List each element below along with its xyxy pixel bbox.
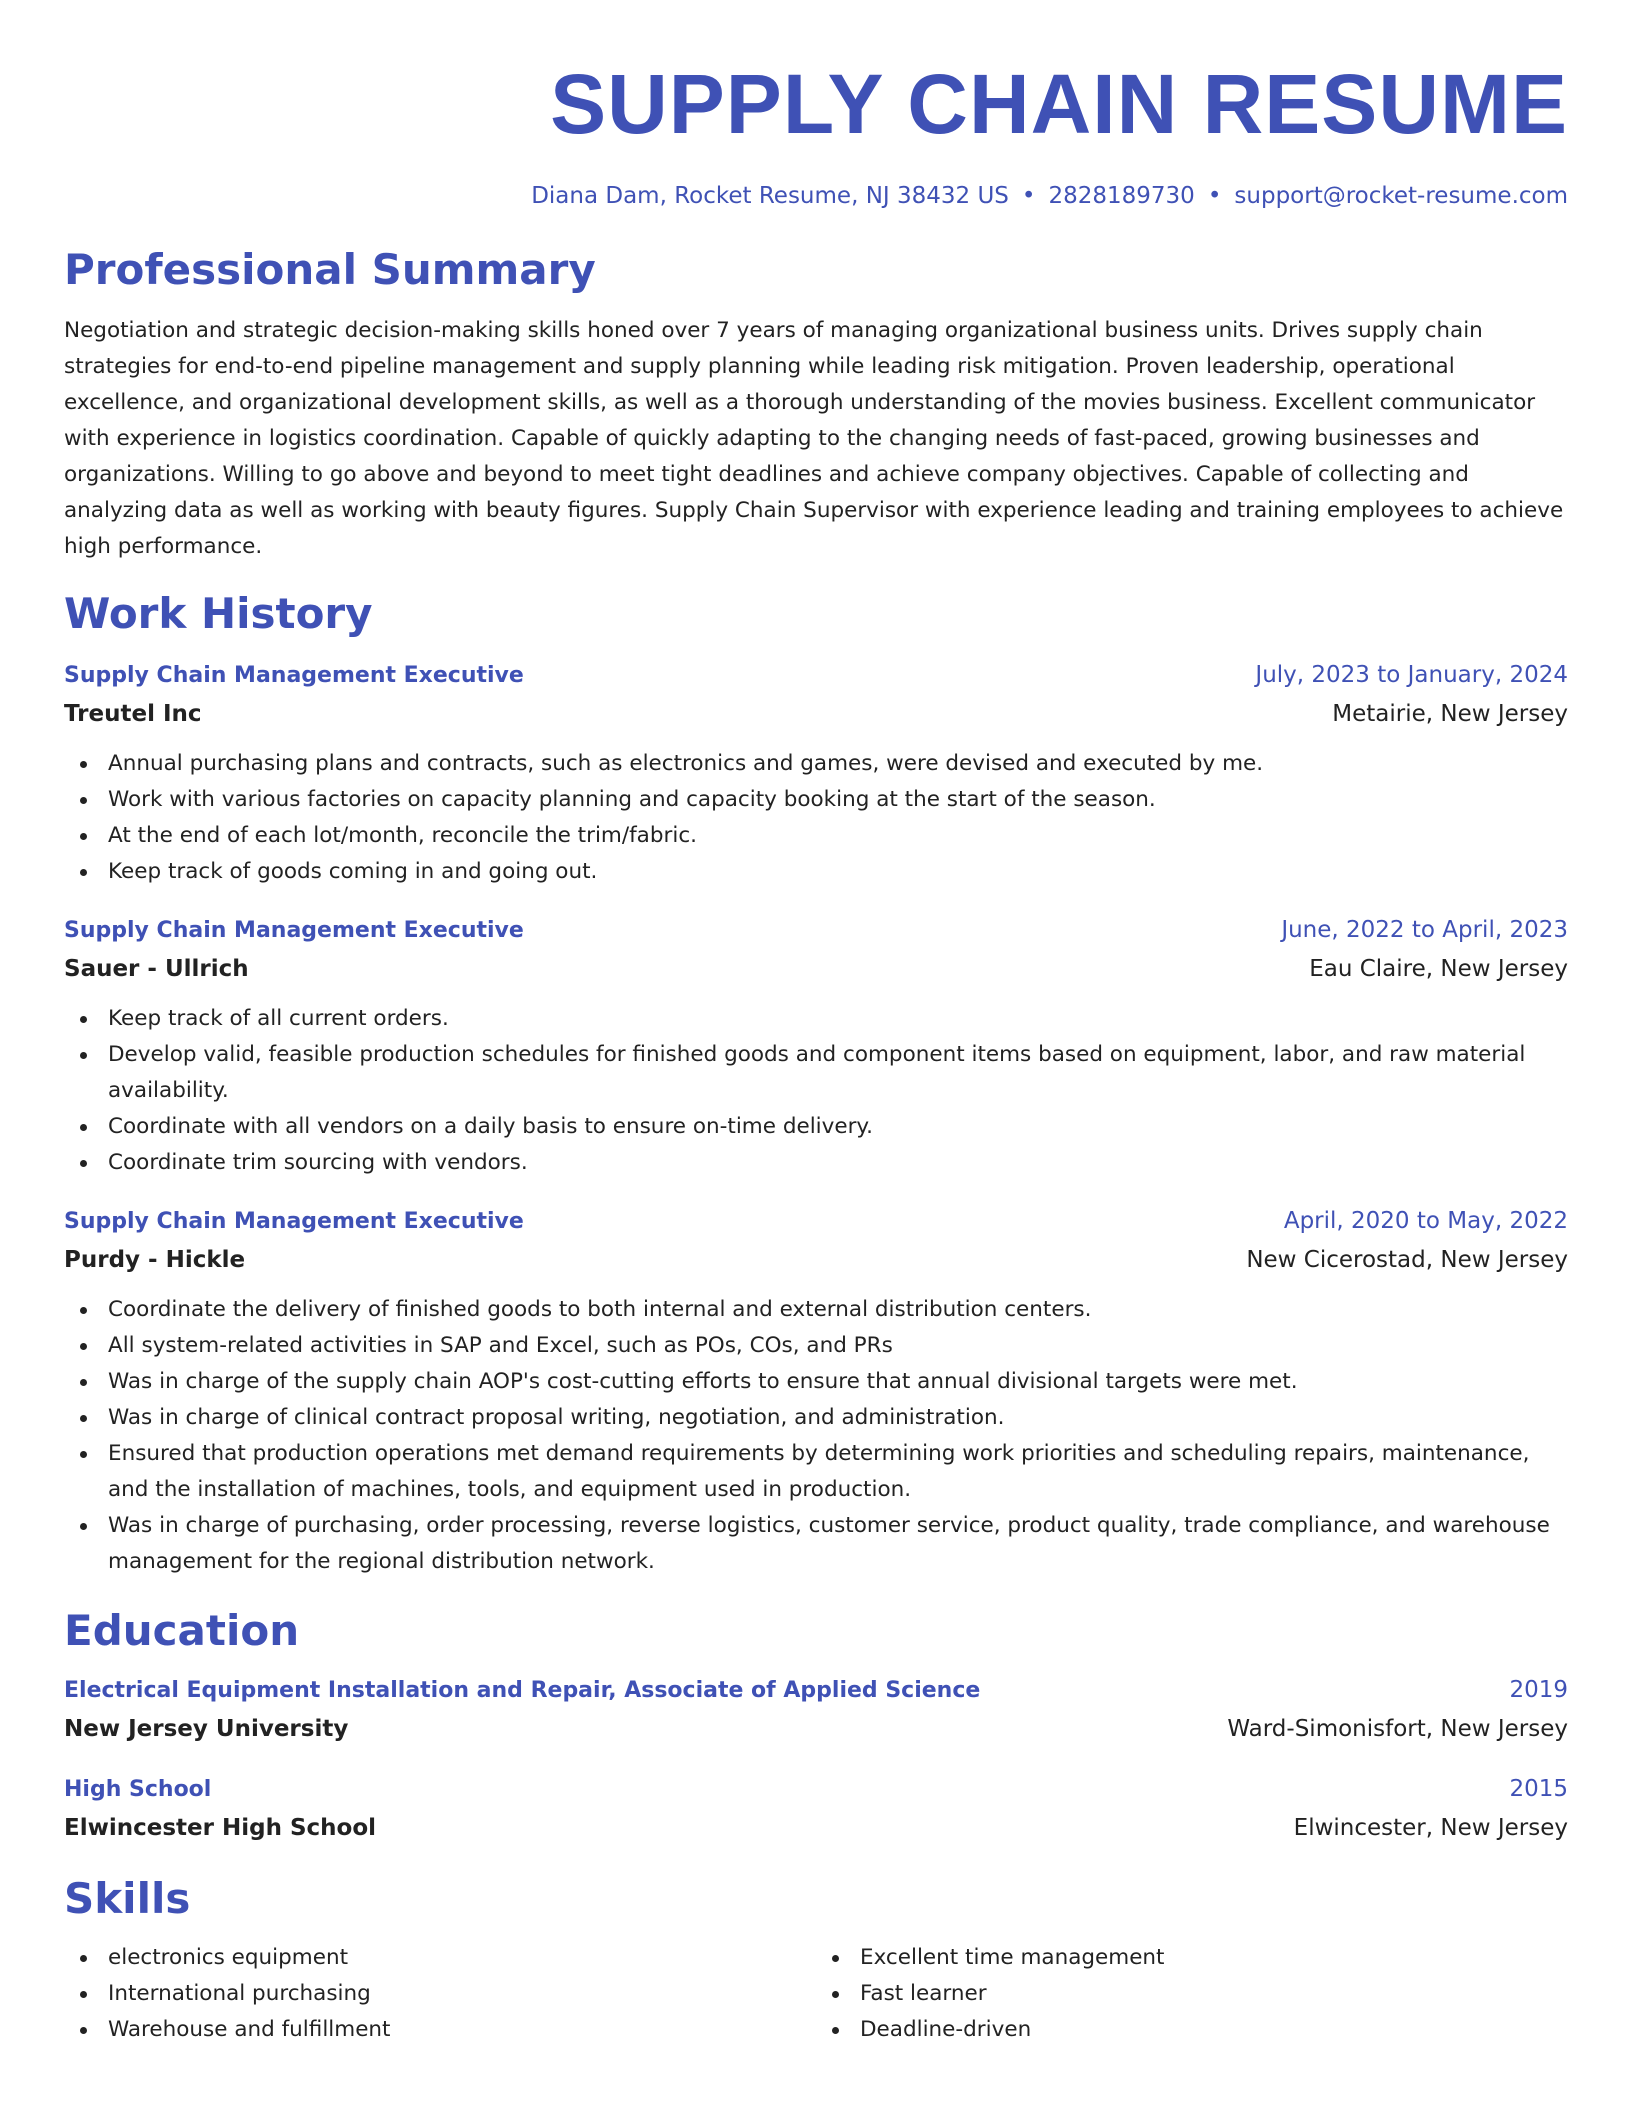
list-item: Deadline-driven	[816, 2012, 1568, 2048]
job-location: Eau Claire, New Jersey	[1309, 956, 1568, 982]
list-item: All system-related activities in SAP and Excel, such as POs, COs, and PRs	[64, 1328, 1568, 1364]
summary-heading: Professional Summary	[64, 245, 596, 294]
skills-column-left	[64, 1940, 816, 2048]
job-location: New Cicerostad, New Jersey	[1246, 1247, 1568, 1273]
education-school: Elwincester High School	[64, 1815, 377, 1841]
job-title: Supply Chain Management Executive	[64, 918, 524, 943]
skills-heading: Skills	[64, 1874, 191, 1923]
education-year: 2015	[1509, 1776, 1568, 1802]
job-dates: July, 2023 to January, 2024	[1255, 662, 1568, 688]
summary-text: Negotiation and strategic decision-making skills honed over 7 years of managing organizational business units. Drives supply chain strategies for end-to-end pipeline management and supply planning while leading risk mitigation. Proven leadership, operational excellence, and organizational development skills, as well as a thorough understanding of the movies business. Excellent communicator with experience in logistics coordination. Capable of quickly adapting to the changing needs of fast-paced, growing businesses and organizations. Willing to go above and beyond to meet tight deadlines and achieve company objectives. Capable of collecting and analyzing data as well as working with beauty figures. Supply Chain Supervisor with experience leading and training employees to achieve high performance.	[64, 318, 1564, 559]
job-bullets	[64, 746, 1568, 890]
education-degree: High School	[64, 1777, 212, 1802]
job-entry	[64, 1203, 1568, 1580]
job-dates: June, 2022 to April, 2023	[1281, 917, 1568, 943]
education-entry	[64, 1771, 1568, 1848]
job-location: Metairie, New Jersey	[1332, 701, 1568, 727]
list-item: Work with various factories on capacity planning and capacity booking at the start of the season.	[64, 782, 1568, 818]
job-title: Supply Chain Management Executive	[64, 1209, 524, 1234]
list-item: Keep track of all current orders.	[64, 1001, 1568, 1037]
education-year: 2019	[1509, 1677, 1568, 1703]
contact-separator: •	[1207, 183, 1222, 209]
list-item: Fast learner	[816, 1976, 1568, 2012]
contact-separator: •	[1021, 183, 1036, 209]
job-dates: April, 2020 to May, 2022	[1283, 1208, 1568, 1234]
job-bullets	[64, 1001, 1568, 1181]
education-location: Elwincester, New Jersey	[1293, 1815, 1568, 1841]
education-entry	[64, 1672, 1568, 1749]
list-item: Ensured that production operations met demand requirements by determining work priorities and scheduling repairs, maintenance, and the installation of machines, tools, and equipment used in production.	[64, 1436, 1568, 1508]
education-school: New Jersey University	[64, 1716, 349, 1742]
education-degree: Electrical Equipment Installation and Repair, Associate of Applied Science	[64, 1678, 981, 1703]
job-company: Sauer - Ullrich	[64, 956, 249, 982]
list-item: Coordinate with all vendors on a daily basis to ensure on-time delivery.	[64, 1109, 1568, 1145]
list-item: Develop valid, feasible production schedules for finished goods and component items based on equipment, labor, and raw material availability.	[64, 1037, 1568, 1109]
contact-phone: 2828189730	[1048, 183, 1195, 209]
list-item: International purchasing	[64, 1976, 816, 2012]
list-item: Excellent time management	[816, 1940, 1568, 1976]
work-history-heading: Work History	[64, 589, 373, 638]
list-item: electronics equipment	[64, 1940, 816, 1976]
list-item: Coordinate the delivery of finished goods to both internal and external distribution centers.	[64, 1292, 1568, 1328]
list-item: At the end of each lot/month, reconcile the trim/fabric.	[64, 818, 1568, 854]
skills-column-right	[816, 1940, 1568, 2048]
list-item: Was in charge of clinical contract proposal writing, negotiation, and administration.	[64, 1400, 1568, 1436]
list-item: Warehouse and fulfillment	[64, 2012, 816, 2048]
list-item: Keep track of goods coming in and going out.	[64, 854, 1568, 890]
education-location: Ward-Simonisfort, New Jersey	[1227, 1716, 1568, 1742]
job-title: Supply Chain Management Executive	[64, 663, 524, 688]
list-item: Coordinate trim sourcing with vendors.	[64, 1145, 1568, 1181]
contact-email[interactable]: support@rocket-resume.com	[1234, 183, 1568, 209]
contact-line	[64, 181, 1568, 211]
list-item: Was in charge of the supply chain AOP's cost-cutting efforts to ensure that annual divisional targets were met.	[64, 1364, 1568, 1400]
contact-address: Diana Dam, Rocket Resume, NJ 38432 US	[531, 183, 1009, 209]
education-heading: Education	[64, 1606, 300, 1655]
job-bullets	[64, 1292, 1568, 1580]
job-company: Treutel Inc	[64, 701, 202, 727]
skills-list	[64, 1940, 1568, 2048]
job-company: Purdy - Hickle	[64, 1247, 246, 1273]
job-entry	[64, 912, 1568, 1181]
list-item: Annual purchasing plans and contracts, such as electronics and games, were devised and executed by me.	[64, 746, 1568, 782]
resume-title: SUPPLY CHAIN RESUME	[550, 57, 1568, 151]
list-item: Was in charge of purchasing, order processing, reverse logistics, customer service, product quality, trade compliance, and warehouse management for the regional distribution network.	[64, 1508, 1568, 1580]
job-entry	[64, 657, 1568, 890]
